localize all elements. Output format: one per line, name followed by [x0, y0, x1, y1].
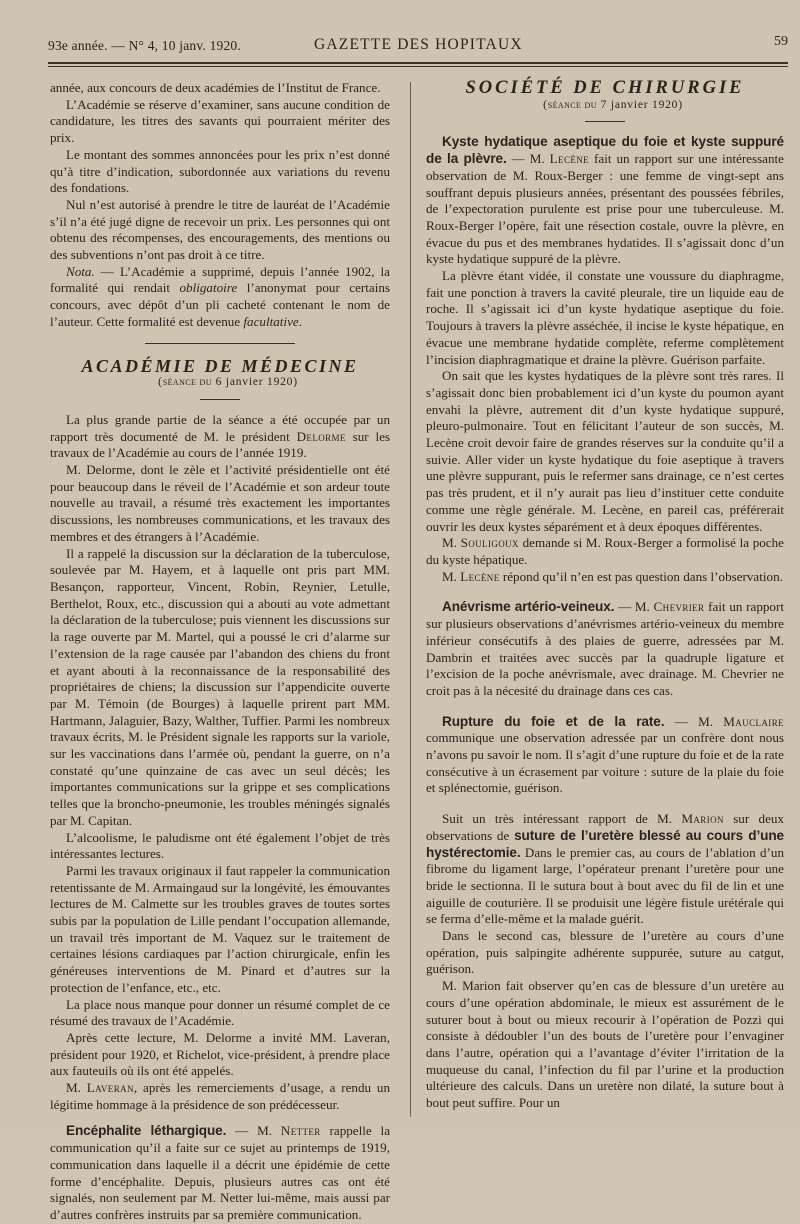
paragraph-uretere: Suit un très intéressant rapport de M. Marion sur deux observations de suture de l’uretère blessé au cours d’une hystérectomie. Dans le premier cas, au cours de l’ablation d’un fibrome du ligament large, l’opérateur prenant l’uretère pour une bride le sectionna. Il le sutura bout à bout avec du fil de lin et une aiguille de couturière. Il se produisit une légère fistule urétérale qui se ferma d’elle-même et la malade guérit. — [426, 811, 784, 927]
paragraph-encephalite: Encéphalite léthargique. — M. Netter rappelle la communication qu’il a faite sur ce sujet au printemps de 1919, communication dans laquelle il a décrit une épidémie de cette forme d’encéphalite. Depuis, plusieurs autres cas ont été signalés, non seulement par M. Netter lui-même, mais aussi par d’autres confrères instruits par sa première communication. — [50, 1123, 390, 1222]
section-date: (séance du 6 janvier 1920) — [158, 376, 298, 389]
paragraph: Parmi les travaux originaux il faut rappeler la communication retentissante de M. Armaingaud sur la longévité, les émouvantes lectures de M. Calmette sur les troubles graves de toutes sortes subis par la population de Lille pendant l’occupation allemande, un travail très important de M. Vaquez sur le traitement de certaines lésions cardiaques par l’action chirurgicale, enfin les généreuses interventions de M. Pinard et d’autres sur la protection de l’enfance, etc., etc. — [50, 862, 390, 995]
short-rule — [585, 121, 625, 122]
issue-line: 93e année. — N° 4, 10 janv. 1920. — [48, 38, 241, 53]
column-divider — [410, 82, 411, 1117]
nota-label: Nota. — [66, 263, 95, 279]
section-title-academie: ACADÉMIE DE MÉDECINE — [81, 355, 359, 376]
header-rule-thin — [48, 66, 788, 67]
subheading: Rupture du foie et de la rate. — [442, 713, 665, 729]
paragraph: La place nous manque pour donner un résumé complet de ce résumé des travaux de l’Académie. — [50, 996, 390, 1029]
header-rule-thick — [48, 62, 788, 64]
paragraph: Nul n’est autorisé à prendre le titre de lauréat de l’Académie s’il n’a été jugé digne de recevoir un prix. Les personnes qui ont obtenu des récompenses, des encouragements, des mentions ou des subventions n’ont pas droit à ce titre. — [50, 196, 390, 263]
paragraph: On sait que les kystes hydatiques de la plèvre sont très rares. Il s’agissait donc bien probablement ici d’un kyste du poumon ayant envahi la plèvre, autrement dit d’un kyste hydatique suppuré, pleuro-pulmonaire. Tout en félicitant l’auteur de son succès, M. Lecène croit devoir faire de grandes réserves sur la conduite qu’il a suivie. Aller vider un kyste hydatique du foie aseptique à travers une plèvre suppurant, puis le refermer sans drainage, ce n’est certes pas très prudent, et il n’y aurait pas lieu d’instituer cette conduite comme une règle générale. M. Lecène, en pareil cas, préférerait ouvrir les deux kystes séparément et à deux époques différentes. — [426, 368, 784, 534]
subheading: Encéphalite léthargique. — [66, 1123, 227, 1139]
journal-title: GAZETTE DES HOPITAUX — [314, 36, 523, 53]
section-separator — [145, 343, 295, 344]
paragraph: L’alcoolisme, le paludisme ont été également l’objet de très intéressantes lectures. — [50, 829, 390, 862]
short-rule — [200, 399, 240, 400]
paragraph: Dans le second cas, blessure de l’uretère au cours d’une opération, puis salpingite adhérente suppurée, suture au catgut, guérison. — [426, 928, 784, 977]
paragraph: M. Laveran, après les remerciements d’usage, a rendu un légitime hommage à la présidence de son prédécesseur. — [50, 1080, 390, 1112]
subheading: Kyste hydatique aseptique du foie et kyste suppuré de la plèvre. — [426, 134, 784, 167]
paragraph: M. Marion fait observer qu’en cas de blessure d’un uretère au cours d’une opération abdominale, le mieux est assurément de le suturer bout à bout ou mieux recourir à l’opération de Pozzi qui consiste à dédoubler l’un des bouts de l’uretère pour l’envaginer dans l’autre, opération qui a l’avantage d’éviter l’irritation de la muqueuse du canal, l’infection du fil par l’urine et la production ultérieure des calculs. Dans un uretère non dilaté, la suture bout à bout peut suffire. Pour un — [426, 978, 784, 1111]
paragraph: La plus grande partie de la séance a été occupée par un rapport très documenté de M. le président Delorme sur les travaux de l’Académie au cours de l’année 1919. — [50, 411, 390, 461]
paragraph-kyste: Kyste hydatique aseptique du foie et kyste suppuré de la plèvre. — M. Lecène fait un rapport sur une intéressante observation de M. Roux-Berger : une femme de vingt-sept ans souffrant depuis plusieurs années, présentant des poussées fébriles, de l’expectoration purulente est prise pour une tuberculeuse. M. Roux-Berger l’opère, fait une résection costale, ouvre la plèvre, en évacue du pus et des membranes hydatides. Il s’agissait donc d’un kyste hydatique suppuré de la plèvre. — [426, 134, 784, 267]
page-header — [48, 36, 788, 58]
paragraph: M. Lecène répond qu’il n’en est pas question dans l’observation. — [442, 568, 783, 584]
paragraph-anevrisme: Anévrisme artério-veineux. — M. Chevrier fait un rapport sur plusieurs observations d’anévrismes artério-veineux du membre inférieur consécutifs à des plaies de guerre, adressées par M. Dambrin et traitées avec succès par la quadruple ligature et l’excision de la poche anévrismale, avec drainage. M. Chevrier ne croit pas à la nécesité du drainage dans ces cas. — [426, 599, 784, 698]
section-title-chirurgie: SOCIÉTÉ DE CHIRURGIE — [465, 78, 745, 98]
subheading: Anévrisme artério-veineux. — [442, 599, 615, 615]
paragraph: année, aux concours de deux académies de l’Institut de France. — [50, 80, 381, 95]
subheading: suture de l’uretère blessé au cours d’une hystérectomie. — [426, 827, 784, 860]
paragraph: Le montant des sommes annoncées pour les prix n’est donné qu’à titre d’indication, subordonnée aux variations du revenu des fondations. — [50, 146, 390, 196]
paragraph: Il a rappelé la discussion sur la déclaration de la tuberculose, soulevée par M. Hayem, et à laquelle ont pris part MM. Besançon, rapporteur, Vincent, Robin, Reynier, Letulle, Berthelot, Roux, etc., discussion qui a abouti au vote admettant la déclaration de la tuberculose; puis viennent les discussions sur la rage ouverte par M. Martel, qui a poussé le cri d’alarme sur l’extension de la rage causée par l’abandon des chiens du front et ayant abouti à la reconnaissance de la responsabilité des propriétaires de chiens; la discussion sur l’appendicite ouverte par M. Témoin (de Bourges) à laquelle prirent part MM. Hartmann, Jalaguier, Bazy, Walther, Tuffier. Parmi les nombreux travaux écrits, M. le Président signale les rapports sur la variole, sur les vaccinations dans l’armée où, pendant la guerre, on n’a constaté qu’une quinzaine de cas avec un seul décès; les importantes communications sur la grippe et ses complications telles que la broncho-pneumonie, les troubles méningés signalés par M. Capitan. — [50, 545, 390, 828]
paragraph: Après cette lecture, M. Delorme a invité MM. Laveran, président pour 1920, et Richelot, vice-président, à prendre place aux fauteuils où ils ont été appelés. — [50, 1029, 390, 1079]
paragraph-rupture: Rupture du foie et de la rate. — M. Mauclaire communique une observation adressée par un confrère dont nous n’avons pu savoir le nom. Il s’agit d’une rupture du foie et de la rate consécutive à un écrasement par voiture : suture de la plaie du foie et splénectomie, guérison. — [426, 713, 784, 796]
paragraph: M. Delorme, dont le zèle et l’activité présidentielle ont été pour beaucoup dans le réveil de l’Académie et son ardeur toute nouvelle au travail, a résumé très exactement les importantes discussions, les nombreuses communications, et les travaux des membres et des étrangers à l’Académie. — [50, 462, 390, 544]
section-date: (séance du 7 janvier 1920) — [543, 98, 683, 111]
right-column — [426, 80, 784, 1112]
paragraph: La plèvre étant vidée, il constate une voussure du diaphragme, fait une ponction à travers la cavité pleurale, tire un liquide eau de roche. Il s’agissait ici d’un kyste hydatique aseptique du foie. Toujours à travers la plèvre asséchée, il incise le kyste hépatique, en évacue une membrane hydatide complète, referme complètement l’incision diaphragmatique et draine la plèvre. Guérison parfaite. — [426, 268, 784, 367]
nota-paragraph: Nota. — L’Académie a supprimé, depuis l’année 1902, la formalité qui rendait obligatoire l’anonymat pour certains concours, avec dépôt d’un pli cacheté contenant le nom de l’auteur. Cette formalité est devenue facultative. — [50, 263, 390, 329]
paragraph: M. Souligoux demande si M. Roux-Berger a formolisé la poche du kyste hépatique. — [426, 535, 784, 567]
left-column — [50, 80, 390, 1224]
page-number: 59 — [774, 34, 788, 49]
paragraph: L’Académie se réserve d’examiner, sans aucune condition de candidature, les titres des savants qui pourraient mériter des prix. — [50, 96, 390, 146]
